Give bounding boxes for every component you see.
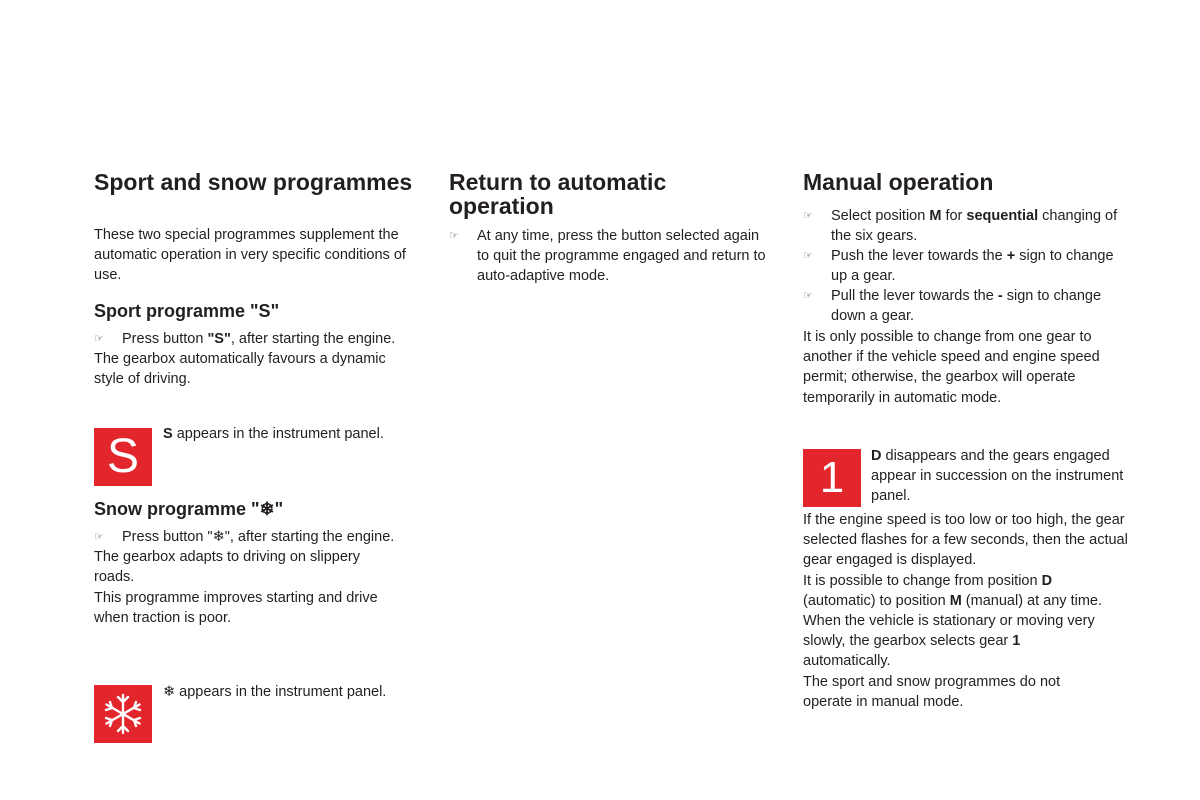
pointing-hand-icon: ☞	[94, 333, 104, 345]
manual-bullet-2-text: Push the lever towards the + sign to change up a gear.	[831, 248, 1114, 285]
sport-description: The gearbox automatically favours a dynamic style of driving.	[94, 351, 386, 388]
gear-indicator-icon: 1	[803, 449, 861, 507]
snowflake-glyph	[101, 692, 145, 736]
snow-programme-title: Snow programme "❄"	[94, 499, 284, 519]
snow-badge-caption: ❄ appears in the instrument panel.	[163, 684, 387, 700]
sport-indicator-icon: S	[94, 428, 152, 486]
section-title-manual-operation: Manual operation	[803, 169, 994, 195]
snow-traction-text: This programme improves starting and drive when traction is poor.	[94, 590, 378, 627]
snow-bullet-text: Press button "❄", after starting the engine.	[122, 529, 395, 545]
manual-bullet-2	[803, 246, 1128, 286]
sport-badge-caption: S appears in the instrument panel.	[163, 426, 384, 442]
return-bullet	[449, 226, 769, 287]
pointing-hand-icon: ☞	[803, 290, 813, 302]
manual-bullet-3-text: Pull the lever towards the - sign to change down a gear.	[831, 288, 1102, 325]
section-title-return-automatic: Return to automatic operation	[449, 169, 667, 219]
sport-bullet-text: Press button "S", after starting the engine.	[122, 331, 396, 347]
pointing-hand-icon: ☞	[449, 230, 459, 242]
stationary-text: When the vehicle is stationary or moving very slowly, the gearbox selects gear 1 automatically.	[803, 613, 1095, 670]
snowflake-icon	[94, 685, 152, 743]
position-change-text: It is possible to change from position D (automatic) to position M (manual) at any time.	[803, 573, 1103, 610]
section-title-sport-snow: Sport and snow programmes	[94, 169, 413, 195]
sport-programme-title: Sport programme "S"	[94, 301, 280, 321]
snow-description: The gearbox adapts to driving on slippery roads.	[94, 549, 360, 586]
pointing-hand-icon: ☞	[94, 531, 104, 543]
sport-bullet	[94, 329, 424, 349]
manual-bullet-1	[803, 206, 1128, 246]
gear-badge-caption: D disappears and the gears engaged appear in succession on the instrument panel.	[871, 448, 1124, 505]
manual-mode-note: The sport and snow programmes do not operate in manual mode.	[803, 674, 1061, 711]
return-bullet-text: At any time, press the button selected again to quit the programme engaged and return to auto-adaptive mode.	[477, 228, 766, 285]
intro-text: These two special programmes supplement the automatic operation in very specific conditions of use.	[94, 227, 406, 284]
pointing-hand-icon: ☞	[803, 250, 813, 262]
engine-speed-text: If the engine speed is too low or too high, the gear selected flashes for a few seconds, then the actual gear engaged is displayed.	[803, 512, 1128, 569]
manual-bullet-3	[803, 286, 1128, 326]
manual-gear-change-text: It is only possible to change from one gear to another if the vehicle speed and engine speed permit; otherwise, the gearbox will operate temporarily in automatic mode.	[803, 329, 1100, 406]
pointing-hand-icon: ☞	[803, 210, 813, 222]
snow-bullet	[94, 527, 424, 547]
manual-bullet-1-text: Select position M for sequential changing of the six gears.	[831, 208, 1118, 245]
